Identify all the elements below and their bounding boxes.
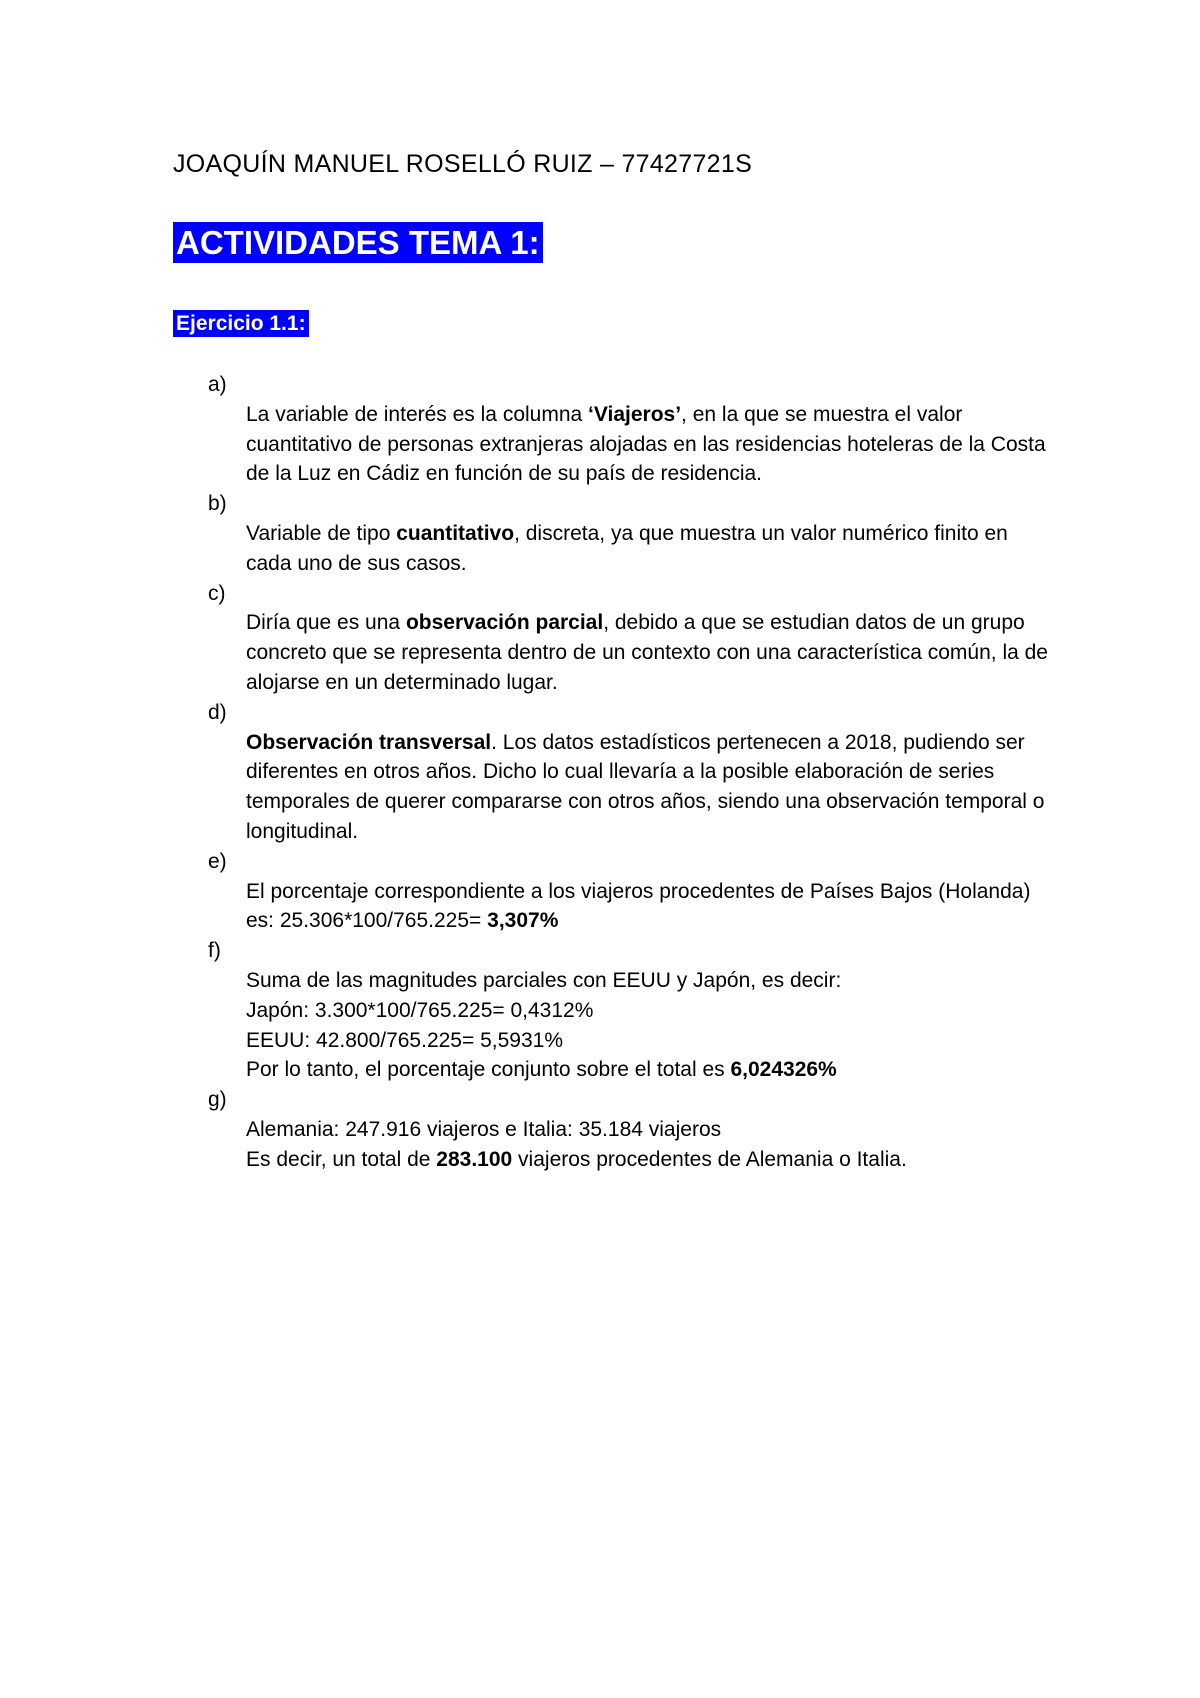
bold-run: observación parcial: [405, 611, 604, 635]
answer-letter: a): [208, 373, 227, 396]
text-run: El porcentaje correspondiente a los viajeros procedentes de Países Bajos (Holanda) es: 25.306*100/765.225=: [246, 879, 1031, 933]
author-line: JOAQUÍN MANUEL ROSELLÓ RUIZ – 77427721S: [173, 150, 753, 178]
bold-run: 6,024326%: [730, 1058, 837, 1082]
exercise-heading-text: Ejercicio 1.1:: [173, 310, 309, 337]
page-title-text: ACTIVIDADES TEMA 1:: [173, 222, 543, 263]
page-title: [173, 226, 543, 259]
answer-letter: e): [208, 849, 227, 873]
answer-list: [208, 370, 1058, 1175]
text-run: Variable de tipo: [246, 521, 397, 545]
answer-letter: b): [208, 492, 227, 516]
text-run: , discreta, ya que muestra un valor numérico finito en cada uno de sus casos.: [246, 521, 1008, 575]
answer-line: [246, 1145, 1058, 1175]
answer-b: [208, 489, 1058, 578]
text-run: . Los datos estadísticos pertenecen a 2018, pudiendo ser diferentes en otros años. Dicho lo cual llevaría a la posible elaboración de series temporales de querer compararse con otros años, siendo una observación temporal o longitudinal.: [246, 730, 1045, 843]
text-run: viajeros procedentes de Alemania o Italia.: [512, 1147, 907, 1171]
bold-run: ‘Viajeros’: [588, 402, 682, 426]
text-run: Diría que es una: [246, 611, 406, 635]
exercise-heading: [173, 313, 309, 334]
answer-e: [208, 847, 1058, 936]
answer-line: [246, 1055, 1058, 1085]
answer-text: [246, 519, 1058, 579]
answer-c: [208, 579, 1058, 698]
answer-letter: d): [208, 700, 227, 724]
text-run: Por lo tanto, el porcentaje conjunto sobre el total es: [246, 1058, 731, 1082]
text-run: La variable de interés es la columna: [246, 402, 589, 426]
answer-a: [208, 370, 1058, 489]
answer-text: [246, 608, 1058, 697]
answer-f: [208, 936, 1058, 1085]
answer-d: [208, 698, 1058, 847]
answer-text: [246, 728, 1058, 847]
answer-line: Alemania: 247.916 viajeros e Italia: 35.184 viajeros: [246, 1117, 722, 1141]
answer-text: [246, 877, 1058, 937]
answer-letter: c): [208, 581, 226, 605]
answer-line: Japón: 3.300*100/765.225= 0,4312%: [246, 998, 594, 1022]
text-run: , en la que se muestra el valor cuantitativo de personas extranjeras alojadas en las residencias hoteleras de la Costa de la Luz en Cádiz en función de su país de residencia.: [246, 402, 1046, 486]
answer-g: [208, 1085, 1058, 1174]
answer-line: EEUU: 42.800/765.225= 5,5931%: [246, 1028, 563, 1052]
answer-text: [246, 400, 1058, 489]
bold-run: 3,307%: [487, 909, 559, 933]
bold-run: Observación transversal: [246, 730, 492, 754]
text-run: Es decir, un total de: [246, 1147, 437, 1171]
answer-letter: f): [208, 939, 221, 963]
answer-letter: g): [208, 1088, 227, 1112]
answer-line: Suma de las magnitudes parciales con EEUU y Japón, es decir:: [246, 968, 842, 992]
bold-run: 283.100: [436, 1147, 513, 1171]
text-run: , debido a que se estudian datos de un grupo concreto que se representa dentro de un contexto con una característica común, la de alojarse en un determinado lugar.: [246, 611, 1048, 694]
bold-run: cuantitativo: [396, 521, 515, 545]
